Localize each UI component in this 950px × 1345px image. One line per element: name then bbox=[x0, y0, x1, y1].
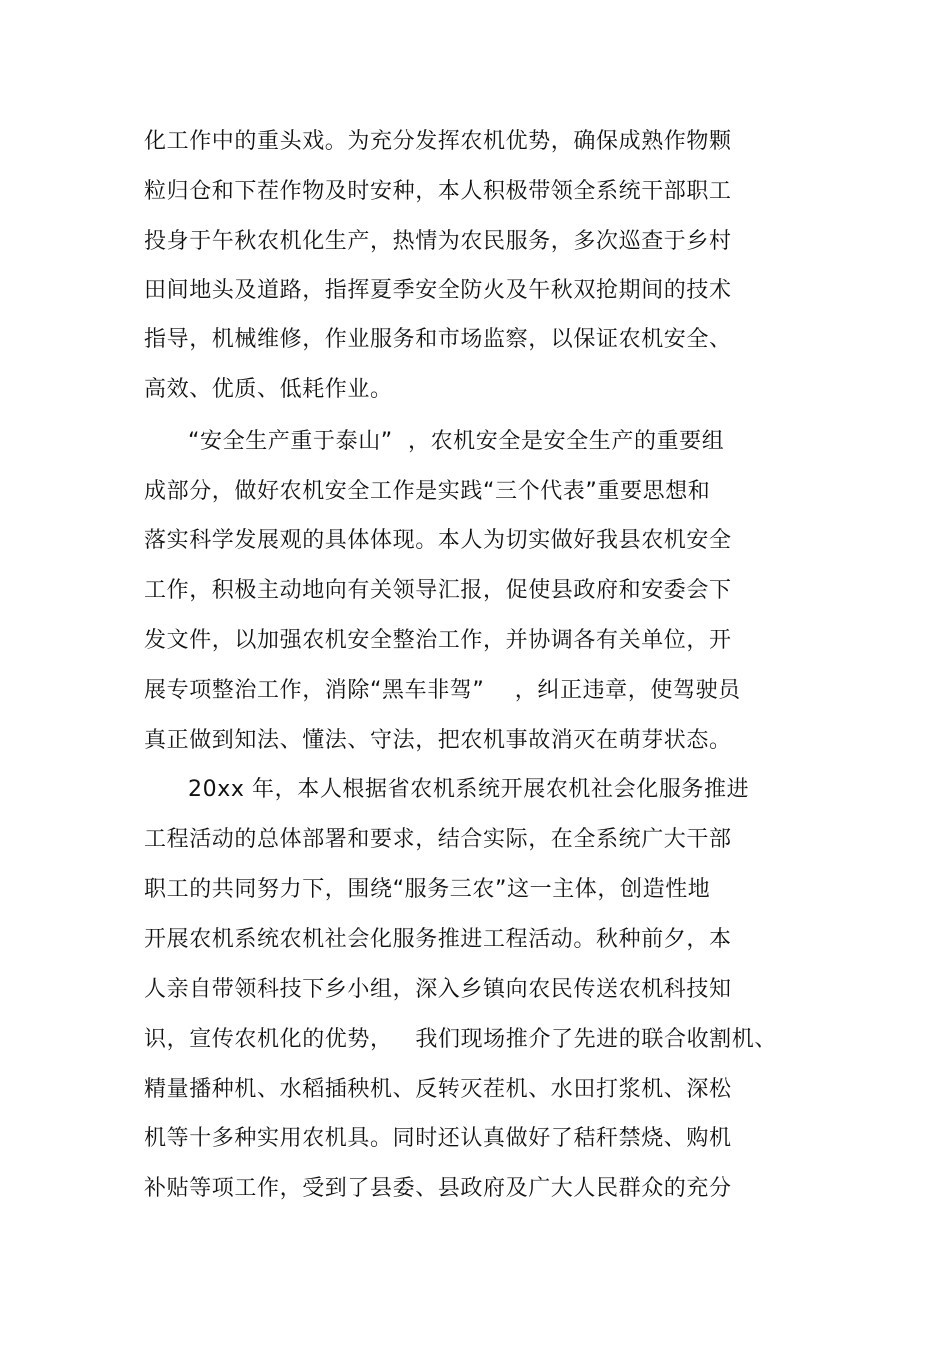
text-line: 高效、优质、低耗作业。 bbox=[144, 377, 393, 402]
text-line: 落实科学发展观的具体体现。本人为切实做好我县农机安全 bbox=[144, 528, 732, 553]
text-line: 展专项整治工作，消除“黑车非驾” ，纠正违章，使驾驶员 bbox=[144, 678, 741, 703]
text-line: 成部分，做好农机安全工作是实践“三个代表”重要思想和 bbox=[144, 479, 711, 504]
text-line: 投身于午秋农机化生产，热情为农民服务，多次巡查于乡村 bbox=[144, 229, 732, 254]
text-line: 补贴等项工作，受到了县委、县政府及广大人民群众的充分 bbox=[144, 1176, 732, 1201]
text-line: 开展农机系统农机社会化服务推进工程活动。秋种前夕，本 bbox=[144, 927, 732, 952]
text-line: 田间地头及道路，指挥夏季安全防火及午秋双抢期间的技术 bbox=[144, 278, 732, 303]
text-line: 真正做到知法、懂法、守法，把农机事故消灭在萌芽状态。 bbox=[144, 728, 732, 753]
text-line: 粒归仓和下茬作物及时安种，本人积极带领全系统干部职工 bbox=[144, 179, 732, 204]
text-line: 20xx 年，本人根据省农机系统开展农机社会化服务推进 bbox=[188, 777, 750, 802]
text-line: 指导，机械维修，作业服务和市场监察，以保证农机安全、 bbox=[144, 327, 732, 352]
text-line: 精量播种机、水稻插秧机、反转灭茬机、水田打浆机、深松 bbox=[144, 1077, 732, 1102]
text-line: “安全生产重于泰山” ，农机安全是安全生产的重要组 bbox=[188, 429, 725, 454]
text-line: 工程活动的总体部署和要求，结合实际，在全系统广大干部 bbox=[144, 827, 732, 852]
text-line: 人亲自带领科技下乡小组，深入乡镇向农民传送农机科技知 bbox=[144, 977, 732, 1002]
text-line: 工作，积极主动地向有关领导汇报，促使县政府和安委会下 bbox=[144, 578, 732, 603]
text-line: 职工的共同努力下，围绕“服务三农”这一主体，创造性地 bbox=[144, 877, 711, 902]
text-line: 化工作中的重头戏。为充分发挥农机优势，确保成熟作物颗 bbox=[144, 129, 732, 154]
text-line: 发文件，以加强农机安全整治工作，并协调各有关单位，开 bbox=[144, 628, 732, 653]
text-line: 机等十多种实用农机具。同时还认真做好了秸秆禁烧、购机 bbox=[144, 1126, 732, 1151]
text-line: 识，宣传农机化的优势， 我们现场推介了先进的联合收割机、 bbox=[144, 1027, 777, 1052]
